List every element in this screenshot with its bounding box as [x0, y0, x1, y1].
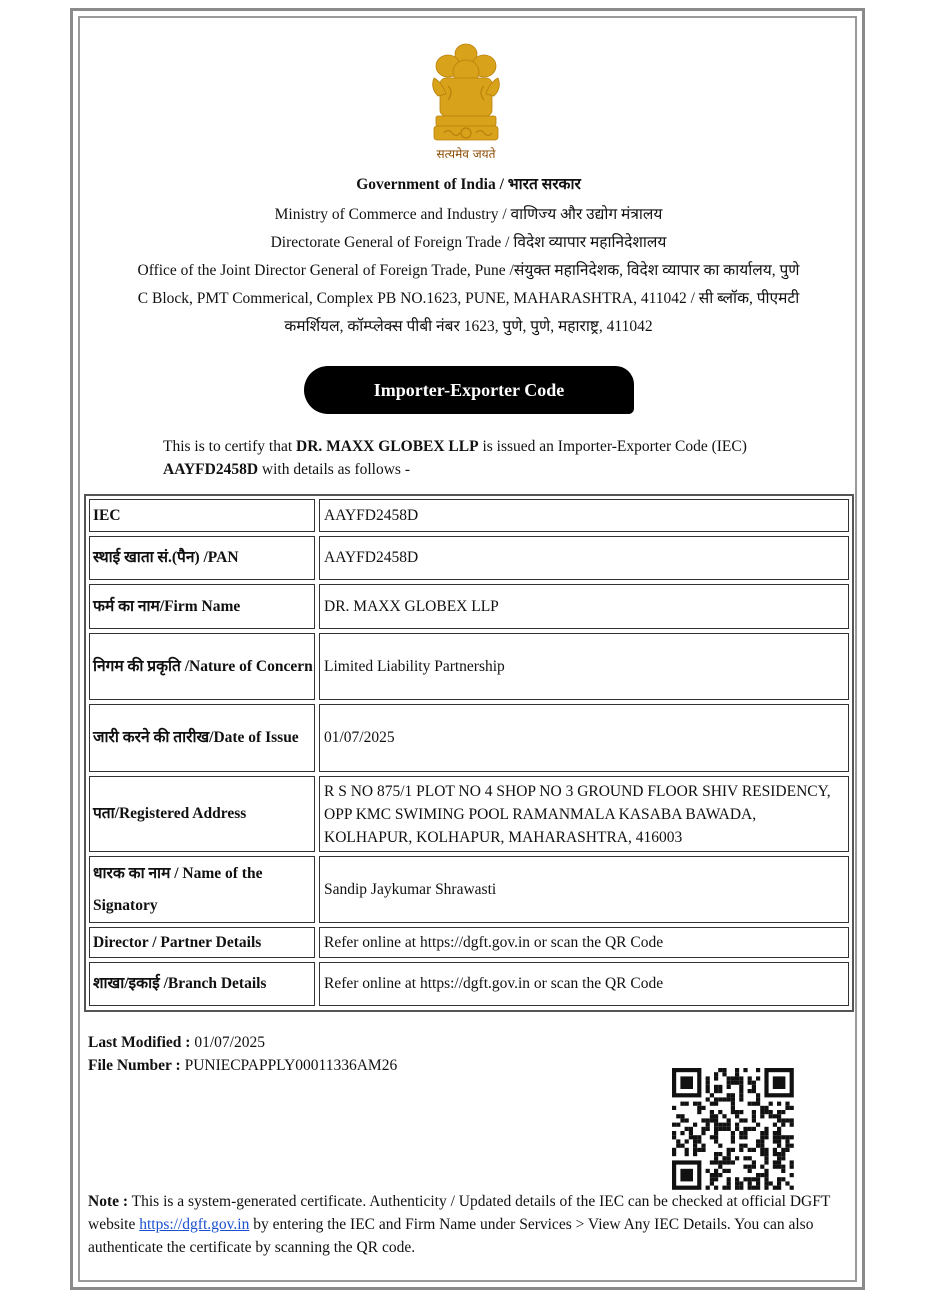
row-value-date-of-issue: 01/07/2025 — [319, 704, 849, 772]
row-label-branch-details: शाखा/इकाई /Branch Details — [89, 962, 315, 1006]
certificate-title: Importer-Exporter Code — [304, 366, 634, 414]
row-value-nature-of-concern: Limited Liability Partnership — [319, 633, 849, 700]
table-row — [89, 962, 849, 1006]
row-value-branch-details: Refer online at https://dgft.gov.in or scan the QR Code — [319, 962, 849, 1006]
row-label-date-of-issue: जारी करने की तारीख/Date of Issue — [89, 704, 315, 772]
last-modified: Last Modified : 01/07/2025 — [88, 1034, 265, 1051]
note-text: Note : This is a system-generated certificate. Authenticity / Updated details of the IEC can be checked at official DGFT website https://dgft.gov.in by entering the IEC and Firm Name under Services > View Any IEC Details. You can also authenticate the certificate by scanning the QR code. — [88, 1193, 831, 1256]
table-row — [89, 704, 849, 772]
dgft-website-link[interactable]: https://dgft.gov.in — [139, 1216, 250, 1233]
table-row — [89, 776, 849, 852]
row-label-director-partner: Director / Partner Details — [89, 927, 315, 958]
row-value-pan: AAYFD2458D — [319, 536, 849, 580]
svg-text:सत्यमेव जयते: सत्यमेव जयते — [436, 147, 496, 161]
table-row — [89, 856, 849, 923]
certification-statement: This is to certify that DR. MAXX GLOBEX LLP is issued an Importer-Exporter Code (IEC) AAYFD2458D with details as follows - — [163, 438, 747, 478]
ministry-line: Ministry of Commerce and Industry / वाणिज्य और उद्योग मंत्रालय — [274, 206, 663, 223]
row-value-director-partner: Refer online at https://dgft.gov.in or scan the QR Code — [319, 927, 849, 958]
government-title: Government of India / भारत सरकार — [356, 176, 581, 193]
directorate-line: Directorate General of Foreign Trade / विदेश व्यापार महानिदेशालय — [270, 234, 667, 251]
row-label-pan: स्थाई खाता सं.(पैन) /PAN — [89, 536, 315, 580]
firm-name-highlight: DR. MAXX GLOBEX LLP — [296, 438, 479, 455]
table-row — [89, 584, 849, 629]
file-number: File Number : PUNIECPAPPLY00011336AM26 — [88, 1057, 398, 1074]
row-label-registered-address: पता/Registered Address — [89, 776, 315, 852]
row-label-iec: IEC — [89, 499, 315, 532]
office-address-line-1: C Block, PMT Commerical, Complex PB NO.1623, PUNE, MAHARASHTRA, 411042 / सी ब्लॉक, पीएमटी — [137, 290, 800, 307]
office-line: Office of the Joint Director General of Foreign Trade, Pune /संयुक्त महानिदेशक, विदेश व्यापार का कार्यालय, पुणे — [137, 262, 800, 279]
table-row — [89, 536, 849, 580]
row-value-signatory: Sandip Jaykumar Shrawasti — [319, 856, 849, 923]
iec-highlight: AAYFD2458D — [163, 461, 259, 478]
office-address-line-2: कमर्शियल, कॉम्प्लेक्स पीबी नंबर 1623, पुणे, पुणे, महाराष्ट्र, 411042 — [284, 318, 653, 335]
row-value-iec: AAYFD2458D — [319, 499, 849, 532]
table-row — [89, 499, 849, 532]
table-row — [89, 633, 849, 700]
row-label-signatory: धारक का नाम / Name of the Signatory — [89, 856, 315, 923]
table-row — [89, 927, 849, 958]
qr-code-icon[interactable] — [669, 1067, 797, 1191]
national-emblem-icon — [418, 40, 514, 164]
row-value-firm-name: DR. MAXX GLOBEX LLP — [319, 584, 849, 629]
row-label-nature-of-concern: निगम की प्रकृति /Nature of Concern — [89, 633, 315, 700]
row-label-firm-name: फर्म का नाम/Firm Name — [89, 584, 315, 629]
row-value-registered-address: R S NO 875/1 PLOT NO 4 SHOP NO 3 GROUND FLOOR SHIV RESIDENCY, OPP KMC SWIMING POOL RAMANMALA KASABA BAWADA, KOLHAPUR, KOLHAPUR, MAHARASHTRA, 416003 — [319, 776, 849, 852]
